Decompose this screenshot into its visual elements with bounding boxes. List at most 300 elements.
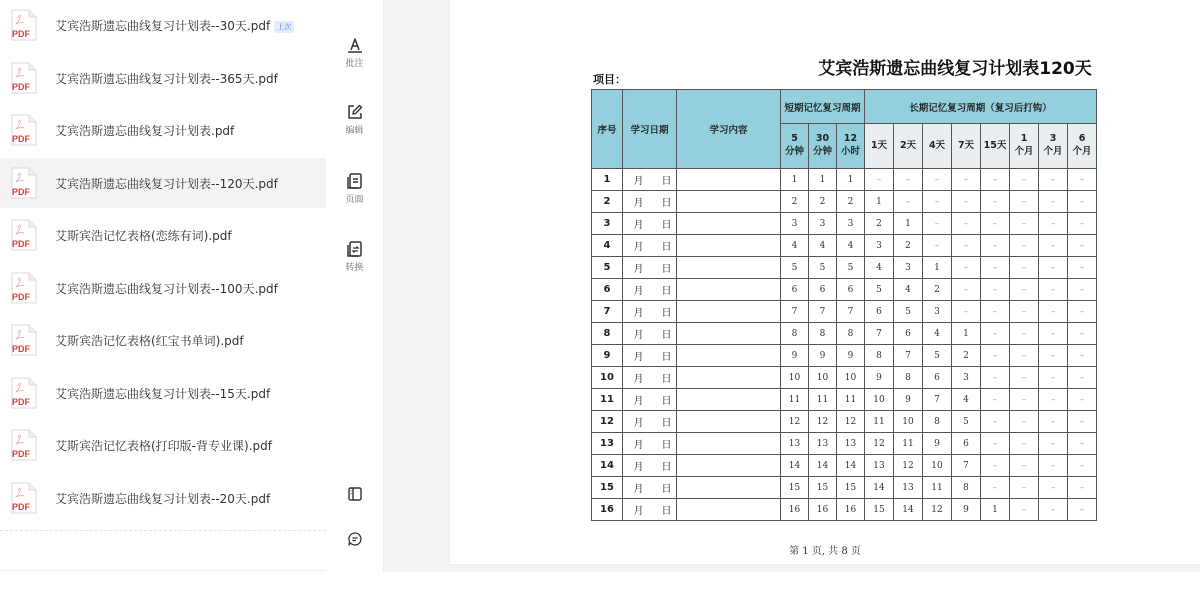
file-list-item[interactable] xyxy=(0,0,326,50)
review-cell[interactable]: 12 xyxy=(923,499,952,521)
review-cell[interactable]: 8 xyxy=(894,367,923,389)
date-cell[interactable] xyxy=(623,213,677,235)
review-cell[interactable]: – xyxy=(1010,477,1039,499)
review-cell[interactable]: – xyxy=(1039,235,1068,257)
review-cell[interactable]: 11 xyxy=(923,477,952,499)
header-interval: 6 个月 xyxy=(1068,124,1097,169)
date-cell[interactable] xyxy=(623,411,677,433)
day-label: 日 xyxy=(661,330,672,341)
annotate-tool[interactable] xyxy=(326,36,383,69)
review-cell[interactable]: – xyxy=(981,279,1010,301)
review-cell[interactable]: 4 xyxy=(923,323,952,345)
review-cell[interactable]: – xyxy=(952,169,981,191)
review-cell[interactable]: – xyxy=(1039,301,1068,323)
month-label: 月 xyxy=(633,506,644,517)
review-cell[interactable]: – xyxy=(981,169,1010,191)
review-cell[interactable]: – xyxy=(1039,411,1068,433)
content-cell[interactable] xyxy=(677,213,781,235)
pdf-file-icon xyxy=(9,167,37,199)
review-cell[interactable]: – xyxy=(1039,477,1068,499)
review-cell[interactable]: 4 xyxy=(952,389,981,411)
review-cell[interactable]: 9 xyxy=(952,499,981,521)
review-cell[interactable]: 3 xyxy=(894,257,923,279)
review-cell[interactable]: – xyxy=(1068,191,1097,213)
date-cell[interactable] xyxy=(623,301,677,323)
review-cell[interactable]: 9 xyxy=(809,345,837,367)
review-cell[interactable]: 9 xyxy=(923,433,952,455)
review-cell[interactable]: 1 xyxy=(865,191,894,213)
review-cell[interactable]: – xyxy=(1068,367,1097,389)
pdf-viewer[interactable] xyxy=(384,0,1200,572)
date-cell[interactable] xyxy=(623,433,677,455)
day-label: 日 xyxy=(661,308,672,319)
table-row xyxy=(592,235,1097,257)
review-cell[interactable]: 6 xyxy=(809,279,837,301)
review-cell[interactable]: – xyxy=(981,191,1010,213)
review-cell[interactable]: 13 xyxy=(894,477,923,499)
file-list-item[interactable] xyxy=(0,210,326,260)
edit-icon xyxy=(346,103,364,121)
review-cell[interactable]: – xyxy=(981,257,1010,279)
review-cell[interactable]: 6 xyxy=(894,323,923,345)
review-cell[interactable]: – xyxy=(1010,499,1039,521)
review-cell[interactable]: 9 xyxy=(781,345,809,367)
date-cell[interactable] xyxy=(623,345,677,367)
file-name xyxy=(55,437,272,454)
review-cell[interactable]: 5 xyxy=(923,345,952,367)
date-cell[interactable] xyxy=(623,455,677,477)
review-cell[interactable]: 16 xyxy=(809,499,837,521)
review-cell[interactable]: 9 xyxy=(837,345,865,367)
review-cell[interactable]: – xyxy=(1068,279,1097,301)
file-list-item[interactable] xyxy=(0,315,326,365)
review-cell[interactable]: 14 xyxy=(894,499,923,521)
pdf-file-icon xyxy=(9,377,37,409)
table-row xyxy=(592,433,1097,455)
project-label: 项目： xyxy=(593,73,626,86)
row-index: 6 xyxy=(592,279,623,301)
month-label: 月 xyxy=(633,286,644,297)
review-cell[interactable]: 14 xyxy=(781,455,809,477)
month-label: 月 xyxy=(633,352,644,363)
review-cell[interactable]: 7 xyxy=(923,389,952,411)
review-cell[interactable]: 1 xyxy=(981,499,1010,521)
row-index: 10 xyxy=(592,367,623,389)
review-cell[interactable]: 11 xyxy=(809,389,837,411)
review-cell[interactable]: 5 xyxy=(865,279,894,301)
review-cell[interactable]: – xyxy=(1039,169,1068,191)
review-cell[interactable]: 2 xyxy=(923,279,952,301)
row-index: 14 xyxy=(592,455,623,477)
review-cell[interactable]: 6 xyxy=(865,301,894,323)
review-cell[interactable]: – xyxy=(923,235,952,257)
day-label: 日 xyxy=(661,484,672,495)
review-cell[interactable]: – xyxy=(1039,323,1068,345)
row-index: 8 xyxy=(592,323,623,345)
pdf-page xyxy=(450,0,1200,564)
content-cell[interactable] xyxy=(677,345,781,367)
review-cell[interactable]: 13 xyxy=(809,433,837,455)
review-cell[interactable]: – xyxy=(1039,345,1068,367)
review-cell[interactable]: – xyxy=(1010,367,1039,389)
review-cell[interactable]: 12 xyxy=(837,411,865,433)
review-cell[interactable]: 13 xyxy=(781,433,809,455)
review-cell[interactable]: – xyxy=(1010,169,1039,191)
review-cell[interactable]: – xyxy=(1010,301,1039,323)
review-cell[interactable]: 11 xyxy=(865,411,894,433)
day-label: 日 xyxy=(661,176,672,187)
review-cell[interactable]: – xyxy=(952,191,981,213)
review-cell[interactable]: 16 xyxy=(781,499,809,521)
review-cell[interactable]: 15 xyxy=(837,477,865,499)
month-label: 月 xyxy=(633,308,644,319)
day-label: 日 xyxy=(661,198,672,209)
review-cell[interactable]: 13 xyxy=(865,455,894,477)
review-cell[interactable]: 1 xyxy=(809,169,837,191)
review-cell[interactable]: 9 xyxy=(865,367,894,389)
review-cell[interactable]: – xyxy=(1039,455,1068,477)
row-index: 3 xyxy=(592,213,623,235)
review-cell[interactable]: 10 xyxy=(894,411,923,433)
review-cell[interactable]: – xyxy=(981,477,1010,499)
file-list-item[interactable] xyxy=(0,420,326,470)
review-cell[interactable]: – xyxy=(1039,389,1068,411)
day-label: 日 xyxy=(661,418,672,429)
content-cell[interactable] xyxy=(677,169,781,191)
review-cell[interactable]: 12 xyxy=(809,411,837,433)
review-cell[interactable]: 4 xyxy=(865,257,894,279)
review-cell[interactable]: – xyxy=(1068,213,1097,235)
review-cell[interactable]: 5 xyxy=(809,257,837,279)
review-cell[interactable]: 5 xyxy=(952,411,981,433)
pdf-file-icon xyxy=(9,429,37,461)
header-interval: 5 分钟 xyxy=(781,124,809,169)
file-name xyxy=(55,175,278,192)
review-cell[interactable]: 7 xyxy=(781,301,809,323)
content-cell[interactable] xyxy=(677,389,781,411)
review-cell[interactable]: – xyxy=(981,433,1010,455)
review-cell[interactable]: 8 xyxy=(952,477,981,499)
pdf-file-icon xyxy=(9,62,37,94)
review-cell[interactable]: 9 xyxy=(894,389,923,411)
review-cell[interactable]: 15 xyxy=(865,499,894,521)
pdf-file-icon xyxy=(9,219,37,251)
review-cell[interactable]: 14 xyxy=(865,477,894,499)
table-row xyxy=(592,455,1097,477)
date-cell[interactable] xyxy=(623,235,677,257)
review-cell[interactable]: – xyxy=(1068,499,1097,521)
row-index: 7 xyxy=(592,301,623,323)
review-cell[interactable]: 1 xyxy=(923,257,952,279)
review-cell[interactable]: 1 xyxy=(952,323,981,345)
svg-text:PDF: PDF xyxy=(12,186,30,197)
review-cell[interactable]: – xyxy=(923,213,952,235)
month-label: 月 xyxy=(633,484,644,495)
day-label: 日 xyxy=(661,374,672,385)
review-cell[interactable]: 3 xyxy=(837,213,865,235)
day-label: 日 xyxy=(661,396,672,407)
review-cell[interactable]: 2 xyxy=(952,345,981,367)
review-cell[interactable]: 7 xyxy=(952,455,981,477)
review-cell[interactable]: 11 xyxy=(837,389,865,411)
review-cell[interactable]: 15 xyxy=(781,477,809,499)
review-cell[interactable]: 1 xyxy=(837,169,865,191)
review-cell[interactable]: – xyxy=(1068,477,1097,499)
review-cell[interactable]: 10 xyxy=(865,389,894,411)
review-cell[interactable]: – xyxy=(1039,257,1068,279)
review-cell[interactable]: 3 xyxy=(952,367,981,389)
review-cell[interactable]: 16 xyxy=(837,499,865,521)
review-cell[interactable]: 7 xyxy=(865,323,894,345)
review-cell[interactable]: – xyxy=(1010,235,1039,257)
review-cell[interactable]: 15 xyxy=(809,477,837,499)
review-cell[interactable]: – xyxy=(1068,323,1097,345)
svg-text:PDF: PDF xyxy=(12,29,30,39)
day-label: 日 xyxy=(661,242,672,253)
review-cell[interactable]: 5 xyxy=(837,257,865,279)
content-cell[interactable] xyxy=(677,301,781,323)
svg-text:PDF: PDF xyxy=(12,501,30,512)
review-cell[interactable]: – xyxy=(894,191,923,213)
header-interval: 30 分钟 xyxy=(809,124,837,169)
review-cell[interactable]: 14 xyxy=(837,455,865,477)
month-label: 月 xyxy=(633,374,644,385)
file-name xyxy=(55,122,234,139)
review-cell[interactable]: 6 xyxy=(923,367,952,389)
day-label: 日 xyxy=(661,506,672,517)
table-row xyxy=(592,367,1097,389)
review-cell[interactable]: 10 xyxy=(809,367,837,389)
header-interval: 2天 xyxy=(894,124,923,169)
review-cell[interactable]: – xyxy=(1010,323,1039,345)
review-cell[interactable]: 8 xyxy=(781,323,809,345)
file-list-item[interactable] xyxy=(0,473,326,523)
date-cell[interactable] xyxy=(623,499,677,521)
side-panel-toggle[interactable] xyxy=(326,486,383,502)
file-name-text: 艾宾浩斯遗忘曲线复习计划表--120天.pdf xyxy=(55,176,278,191)
date-cell[interactable] xyxy=(623,257,677,279)
date-cell[interactable] xyxy=(623,367,677,389)
file-name-text: 艾宾浩斯遗忘曲线复习计划表--30天.pdf xyxy=(55,19,271,33)
date-cell[interactable] xyxy=(623,477,677,499)
review-cell[interactable]: – xyxy=(1068,169,1097,191)
review-cell[interactable]: – xyxy=(952,213,981,235)
content-cell[interactable] xyxy=(677,433,781,455)
review-cell[interactable]: – xyxy=(923,191,952,213)
review-cell[interactable]: 3 xyxy=(809,213,837,235)
svg-text:PDF: PDF xyxy=(12,81,30,92)
review-cell[interactable]: – xyxy=(1039,213,1068,235)
review-cell[interactable]: – xyxy=(981,389,1010,411)
review-cell[interactable]: – xyxy=(1010,279,1039,301)
review-cell[interactable]: 8 xyxy=(865,345,894,367)
content-cell[interactable] xyxy=(677,477,781,499)
header-interval: 1 个月 xyxy=(1010,124,1039,169)
review-cell[interactable]: 10 xyxy=(923,455,952,477)
review-cell[interactable]: 3 xyxy=(865,235,894,257)
review-cell[interactable]: – xyxy=(1010,411,1039,433)
file-name xyxy=(55,70,278,87)
file-list-item[interactable] xyxy=(0,53,326,103)
content-cell[interactable] xyxy=(677,455,781,477)
file-list-item[interactable] xyxy=(0,368,326,418)
review-cell[interactable]: 7 xyxy=(809,301,837,323)
review-cell[interactable]: – xyxy=(1010,213,1039,235)
pages-tool[interactable] xyxy=(326,172,383,205)
review-cell[interactable]: – xyxy=(1068,257,1097,279)
review-cell[interactable]: 5 xyxy=(781,257,809,279)
review-cell[interactable]: – xyxy=(1010,455,1039,477)
table-row xyxy=(592,191,1097,213)
review-cell[interactable]: 4 xyxy=(837,235,865,257)
document-title xyxy=(450,54,1200,79)
review-cell[interactable]: – xyxy=(981,235,1010,257)
review-cell[interactable]: 3 xyxy=(781,213,809,235)
review-cell[interactable]: – xyxy=(952,257,981,279)
review-cell[interactable]: – xyxy=(1010,389,1039,411)
review-cell[interactable]: 14 xyxy=(809,455,837,477)
review-cell[interactable]: 10 xyxy=(837,367,865,389)
review-cell[interactable]: – xyxy=(1039,499,1068,521)
content-cell[interactable] xyxy=(677,257,781,279)
row-index: 9 xyxy=(592,345,623,367)
sidebar-divider xyxy=(0,530,326,531)
review-cell[interactable]: – xyxy=(1039,279,1068,301)
review-cell[interactable]: 2 xyxy=(781,191,809,213)
date-cell[interactable] xyxy=(623,323,677,345)
review-cell[interactable]: 6 xyxy=(952,433,981,455)
review-cell[interactable]: 5 xyxy=(894,301,923,323)
day-label: 日 xyxy=(661,286,672,297)
convert-tool[interactable] xyxy=(326,240,383,273)
date-cell[interactable] xyxy=(623,169,677,191)
review-cell[interactable]: 10 xyxy=(781,367,809,389)
chat-button[interactable] xyxy=(326,531,383,547)
sidebar-bottom-line xyxy=(0,570,326,571)
review-cell[interactable]: 11 xyxy=(781,389,809,411)
review-cell[interactable]: 3 xyxy=(923,301,952,323)
review-cell[interactable]: – xyxy=(981,213,1010,235)
month-label: 月 xyxy=(633,176,644,187)
review-cell[interactable]: – xyxy=(894,169,923,191)
review-cell[interactable]: 4 xyxy=(894,279,923,301)
month-label: 月 xyxy=(633,462,644,473)
file-name xyxy=(55,332,244,349)
review-cell[interactable]: 8 xyxy=(837,323,865,345)
content-cell[interactable] xyxy=(677,323,781,345)
review-cell[interactable]: – xyxy=(1068,389,1097,411)
convert-label: 转换 xyxy=(345,263,364,273)
content-cell[interactable] xyxy=(677,499,781,521)
review-cell[interactable]: 12 xyxy=(865,433,894,455)
review-cell[interactable]: – xyxy=(952,301,981,323)
date-cell[interactable] xyxy=(623,191,677,213)
month-label: 月 xyxy=(633,198,644,209)
content-cell[interactable] xyxy=(677,235,781,257)
content-cell[interactable] xyxy=(677,279,781,301)
review-cell[interactable]: 7 xyxy=(837,301,865,323)
day-label: 日 xyxy=(661,462,672,473)
review-cell[interactable]: – xyxy=(1039,367,1068,389)
review-cell[interactable]: – xyxy=(1068,411,1097,433)
content-cell[interactable] xyxy=(677,191,781,213)
review-cell[interactable]: 2 xyxy=(894,235,923,257)
review-cell[interactable]: 7 xyxy=(894,345,923,367)
file-list-item[interactable] xyxy=(0,158,326,208)
row-index: 13 xyxy=(592,433,623,455)
review-cell[interactable]: – xyxy=(952,279,981,301)
review-cell[interactable]: – xyxy=(981,323,1010,345)
review-cell[interactable]: – xyxy=(1039,191,1068,213)
review-cell[interactable]: 6 xyxy=(781,279,809,301)
review-cell[interactable]: 2 xyxy=(865,213,894,235)
file-name-text: 艾斯宾浩记忆表格(恋练有词).pdf xyxy=(55,229,232,243)
review-cell[interactable]: 12 xyxy=(894,455,923,477)
review-cell[interactable]: 4 xyxy=(781,235,809,257)
content-cell[interactable] xyxy=(677,411,781,433)
review-cell[interactable]: 8 xyxy=(809,323,837,345)
review-cell[interactable]: – xyxy=(1010,257,1039,279)
review-cell[interactable]: – xyxy=(981,345,1010,367)
review-cell[interactable]: – xyxy=(981,367,1010,389)
chat-icon xyxy=(347,531,363,547)
review-cell[interactable]: – xyxy=(923,169,952,191)
content-cell[interactable] xyxy=(677,367,781,389)
review-cell[interactable]: – xyxy=(865,169,894,191)
day-label: 日 xyxy=(661,440,672,451)
review-cell[interactable]: – xyxy=(981,411,1010,433)
review-cell[interactable]: – xyxy=(981,301,1010,323)
review-cell[interactable]: – xyxy=(1068,433,1097,455)
review-cell[interactable]: 4 xyxy=(809,235,837,257)
month-label: 月 xyxy=(633,440,644,451)
review-cell[interactable]: – xyxy=(1010,345,1039,367)
edit-tool[interactable] xyxy=(326,103,383,136)
row-index: 15 xyxy=(592,477,623,499)
review-cell[interactable]: 6 xyxy=(837,279,865,301)
review-cell[interactable]: 8 xyxy=(923,411,952,433)
review-cell[interactable]: – xyxy=(952,235,981,257)
review-cell[interactable]: 2 xyxy=(809,191,837,213)
last-opened-badge: 上次 xyxy=(274,21,294,33)
file-list-item[interactable] xyxy=(0,105,326,155)
review-cell[interactable]: 12 xyxy=(781,411,809,433)
file-name-text: 艾斯宾浩记忆表格(红宝书单词).pdf xyxy=(55,334,244,348)
review-cell[interactable]: – xyxy=(981,455,1010,477)
file-name-text: 艾宾浩斯遗忘曲线复习计划表.pdf xyxy=(55,124,235,138)
table-row xyxy=(592,279,1097,301)
file-list-item[interactable] xyxy=(0,263,326,313)
date-cell[interactable] xyxy=(623,389,677,411)
review-cell[interactable]: – xyxy=(1068,345,1097,367)
date-cell[interactable] xyxy=(623,279,677,301)
review-cell[interactable]: – xyxy=(1010,433,1039,455)
header-interval: 4天 xyxy=(923,124,952,169)
review-cell[interactable]: 13 xyxy=(837,433,865,455)
review-cell[interactable]: 1 xyxy=(781,169,809,191)
table-row xyxy=(592,323,1097,345)
review-cell[interactable]: 11 xyxy=(894,433,923,455)
row-index: 2 xyxy=(592,191,623,213)
review-cell[interactable]: 2 xyxy=(837,191,865,213)
review-cell[interactable]: – xyxy=(1068,455,1097,477)
review-cell[interactable]: 1 xyxy=(894,213,923,235)
review-cell[interactable]: – xyxy=(1039,433,1068,455)
review-cell[interactable]: – xyxy=(1068,301,1097,323)
review-cell[interactable]: – xyxy=(1068,235,1097,257)
review-cell[interactable]: – xyxy=(1010,191,1039,213)
pdf-file-icon xyxy=(9,324,37,356)
